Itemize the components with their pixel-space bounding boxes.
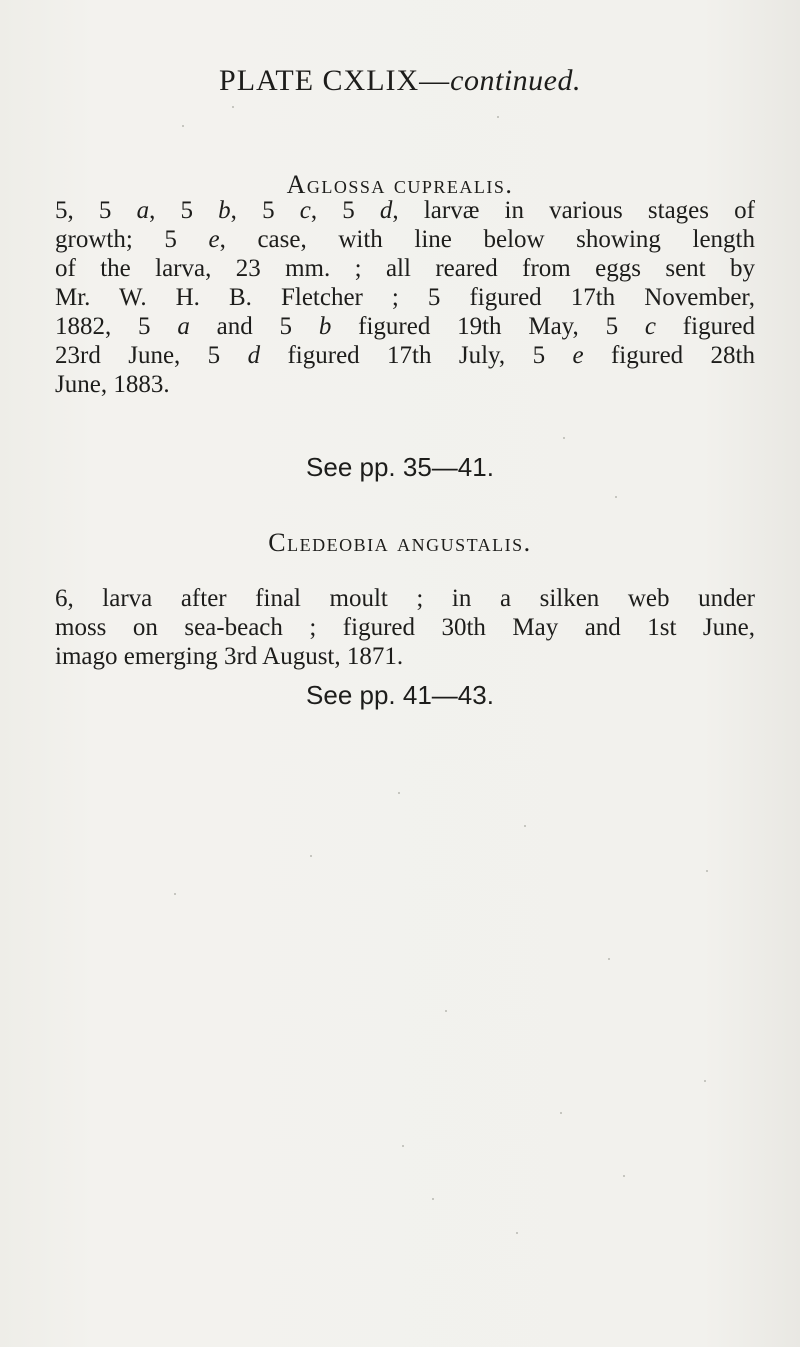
species-description-aglossa — [55, 196, 755, 399]
paper-speck — [563, 437, 565, 439]
text-line: 23rd June, 5 d figured 17th July, 5 e figured 28th — [55, 342, 755, 369]
paper-speck — [560, 1112, 562, 1114]
paper-speck — [615, 496, 617, 498]
paper-speck — [174, 893, 176, 895]
page-reference-cledeobia: See pp. 41—43. — [306, 680, 494, 710]
text-line: growth; 5 e, case, with line below showing length — [55, 226, 755, 253]
paper-speck — [398, 792, 400, 794]
text-line: Mr. W. H. B. Fletcher ; 5 figured 17th November, — [55, 284, 755, 311]
paper-speck — [310, 855, 312, 857]
paper-speck — [608, 958, 610, 960]
text-line: 6, larva after final moult ; in a silken web under — [55, 585, 755, 612]
page-reference-aglossa: See pp. 35—41. — [306, 452, 494, 482]
plate-number: PLATE CXLIX— — [219, 64, 451, 97]
text-line: imago emerging 3rd August, 1871. — [55, 643, 404, 670]
paper-speck — [402, 1145, 404, 1147]
paper-speck — [182, 125, 184, 127]
paper-speck — [706, 870, 708, 872]
species-heading-cledeobia: Cledeobia angustalis. — [268, 528, 532, 557]
paper-speck — [623, 1175, 625, 1177]
species-heading-aglossa: Aglossa cuprealis. — [286, 170, 514, 199]
paper-speck — [445, 1010, 447, 1012]
text-line: June, 1883. — [55, 371, 170, 398]
paper-speck — [516, 1232, 518, 1234]
paper-speck — [524, 825, 526, 827]
paper-speck — [704, 1080, 706, 1082]
continued-label: continued. — [450, 64, 581, 97]
page-title — [0, 64, 800, 98]
text-line: 5, 5 a, 5 b, 5 c, 5 d, larvæ in various stages of — [55, 197, 755, 224]
paper-speck — [232, 106, 234, 108]
paper-speck — [497, 116, 499, 118]
text-line: moss on sea-beach ; figured 30th May and 1st June, — [55, 614, 755, 641]
paper-speck — [432, 1198, 434, 1200]
text-line: 1882, 5 a and 5 b figured 19th May, 5 c figured — [55, 313, 755, 340]
species-description-cledeobia — [55, 584, 755, 671]
text-line: of the larva, 23 mm. ; all reared from eggs sent by — [55, 255, 755, 282]
